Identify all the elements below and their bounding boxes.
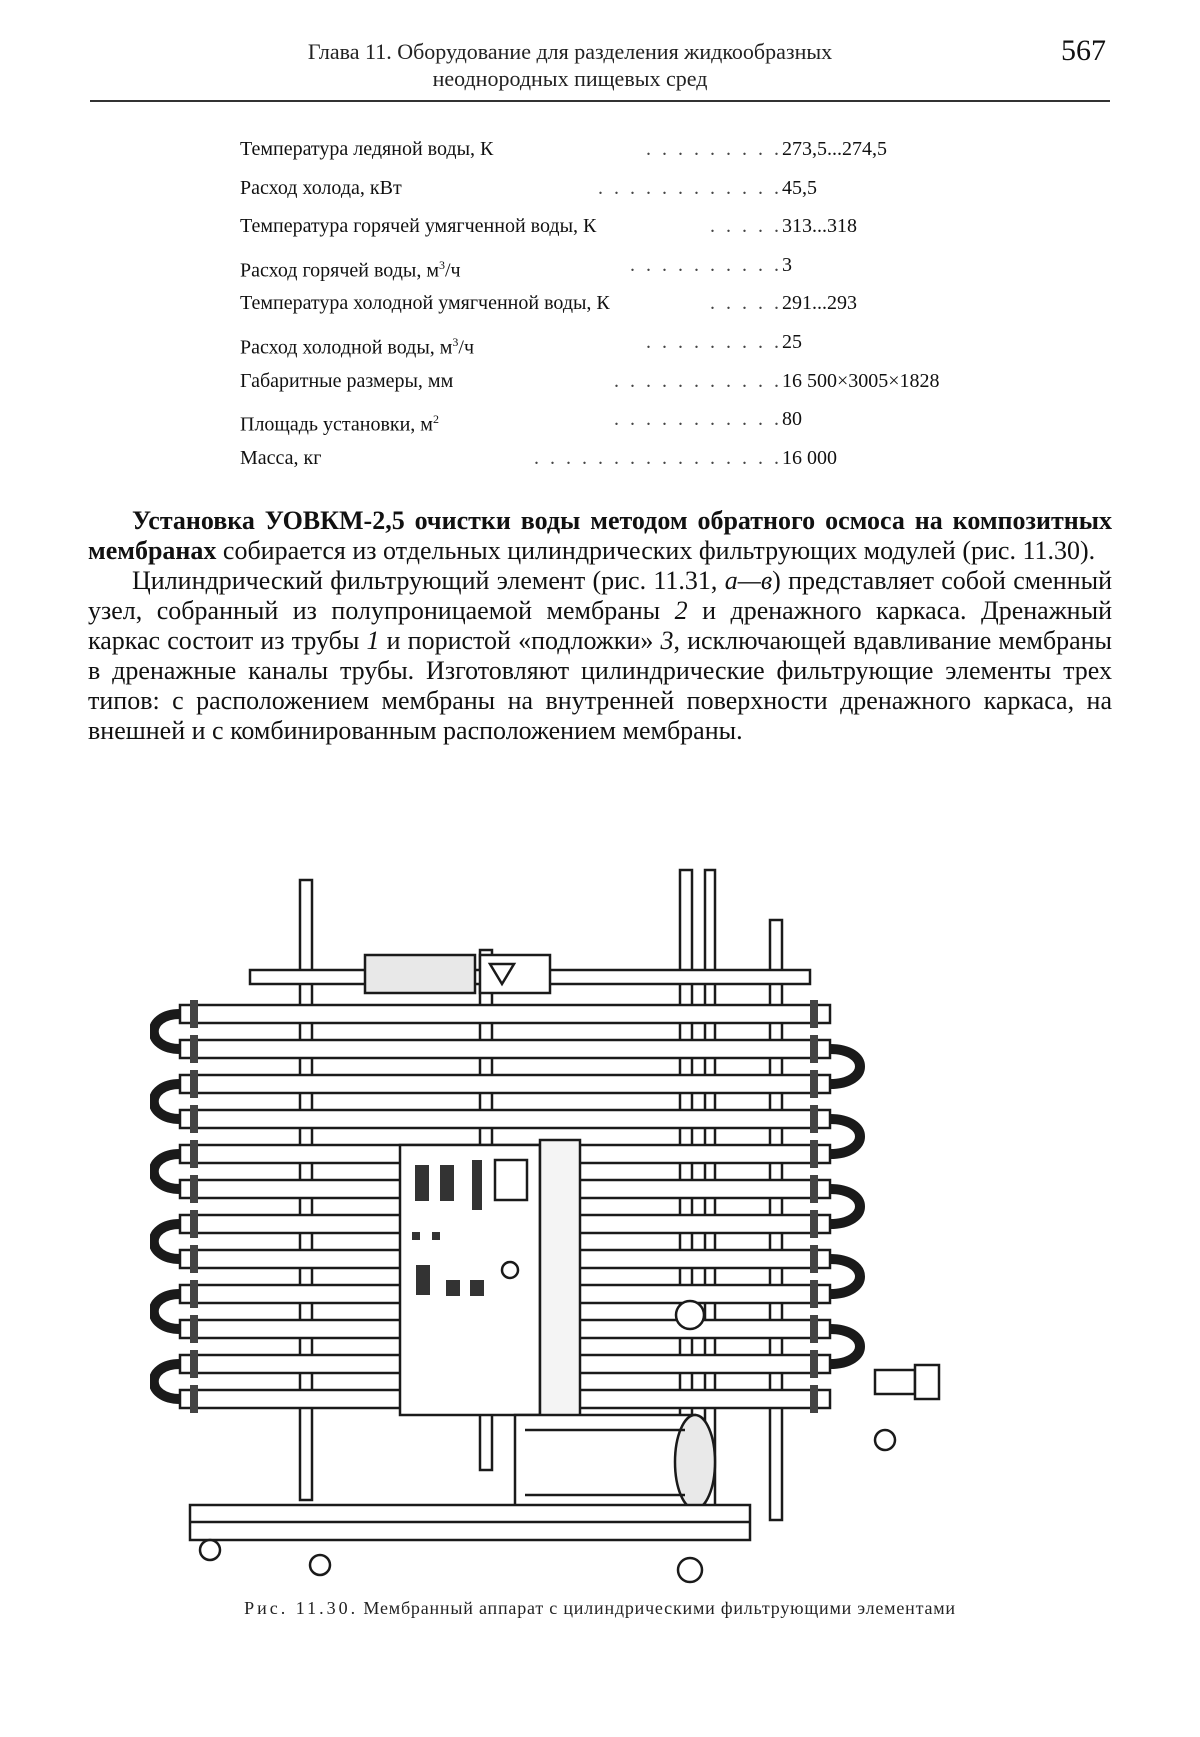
specifications-table xyxy=(240,136,1000,483)
leader-dots: . . . . . xyxy=(710,215,782,238)
item-ref: 2 xyxy=(674,596,688,625)
spec-value: 313...318 xyxy=(782,215,857,238)
chapter-title-line2: неоднородных пищевых сред xyxy=(432,66,708,91)
spec-label: Температура холодной умягченной воды, К xyxy=(240,292,610,315)
spec-value: 16 000 xyxy=(782,446,837,469)
spec-label xyxy=(240,406,439,438)
spec-label-unit: /ч xyxy=(445,259,461,282)
spec-value: 291...293 xyxy=(782,292,857,315)
header-rule xyxy=(90,100,1110,102)
leader-dots: . . . . . . . . . . xyxy=(630,253,782,276)
chapter-title xyxy=(250,38,890,92)
membrane-apparatus-drawing xyxy=(150,860,1050,1590)
paragraph xyxy=(88,506,1112,566)
spec-label xyxy=(240,329,474,361)
spec-label-text: Расход холодной воды, м xyxy=(240,336,453,359)
spec-label-sup: 3 xyxy=(452,334,459,349)
leader-dots: . . . . . . . . . . . xyxy=(614,408,782,431)
spec-label-sup: 2 xyxy=(432,412,439,427)
leader-dots: . . . . . . . . . . . . xyxy=(598,176,782,199)
spec-label-text: Расход горячей воды, м xyxy=(240,259,439,282)
spec-value: 3 xyxy=(782,253,792,276)
spec-label: Расход холода, кВт xyxy=(240,176,402,199)
spec-row xyxy=(240,406,1000,445)
paragraph-text: и дренажного каркаса. Дренажный каркас состоит из трубы xyxy=(88,596,1112,655)
spec-label-text: Площадь установки, м xyxy=(240,413,433,436)
spec-row xyxy=(240,213,1000,252)
chapter-title-line1: Глава 11. Оборудование для разделения жидкообразных xyxy=(307,39,833,64)
spec-value: 45,5 xyxy=(782,176,817,199)
spec-row xyxy=(240,290,1000,329)
spec-label-unit: /ч xyxy=(458,336,475,359)
membrane-apparatus-figure xyxy=(150,860,1050,1590)
spec-row xyxy=(240,136,1000,175)
leader-dots: . . . . . . . . . xyxy=(646,138,782,160)
item-ref: 1 xyxy=(366,626,380,655)
paragraph-text: , исключающей вдавливание мембраны в дренажные каналы трубы. Изготовляют цилиндрические фильтрующие элементы трех типов: с расположением мембраны на внутренней поверхности дренажного каркаса, на внешней и с комбинированным расположением мембраны. xyxy=(88,626,1112,745)
bold-lead: Установка УОВКМ-2,5 очистки воды методом обратного осмоса на композитных мембранах xyxy=(88,506,1112,565)
spec-row xyxy=(240,368,1000,407)
leader-dots: . . . . . . . . . xyxy=(646,330,782,353)
spec-label: Температура ледяной воды, К xyxy=(240,138,494,160)
spec-label xyxy=(240,252,461,284)
spec-row xyxy=(240,445,1000,484)
leader-dots: . . . . . . . . . . . . . . . . xyxy=(534,446,782,469)
spec-value: 273,5...274,5 xyxy=(782,138,887,160)
spec-label: Масса, кг xyxy=(240,446,322,469)
spec-label: Температура горячей умягченной воды, К xyxy=(240,215,597,238)
page-number: 567 xyxy=(1061,34,1106,67)
paragraph-text: ) представляет собой сменный узел, собранный из полупроницаемой мембраны xyxy=(88,566,1112,625)
figure-caption xyxy=(150,1598,1050,1619)
spec-value: 16 500×3005×1828 xyxy=(782,369,940,392)
leader-dots: . . . . . . . . . . . xyxy=(614,369,782,392)
spec-row xyxy=(240,329,1000,368)
spec-value: 25 xyxy=(782,330,802,353)
spec-value: 80 xyxy=(782,408,802,431)
item-ref: 3 xyxy=(660,626,674,655)
spec-row xyxy=(240,175,1000,214)
paragraph-text: Цилиндрический фильтрующий элемент (рис. 11.31, xyxy=(132,566,725,595)
spec-label: Габаритные размеры, мм xyxy=(240,369,454,392)
paragraph-text: и пористой «подложки» xyxy=(379,626,661,655)
leader-dots: . . . . . xyxy=(710,292,782,315)
paragraph-text: собирается из отдельных цилиндрических фильтрующих модулей (рис. 11.30). xyxy=(216,536,1096,565)
running-header xyxy=(90,34,1110,104)
figure-caption-text: Мембранный аппарат с цилиндрическими фильтрующими элементами xyxy=(363,1598,956,1618)
body-text xyxy=(88,506,1112,746)
spec-label-sup: 3 xyxy=(439,257,445,272)
figure-number: Рис. 11.30. xyxy=(244,1598,359,1618)
spec-row xyxy=(240,252,1000,291)
paragraph xyxy=(88,566,1112,746)
figure-part-ref: а—в xyxy=(724,566,773,595)
